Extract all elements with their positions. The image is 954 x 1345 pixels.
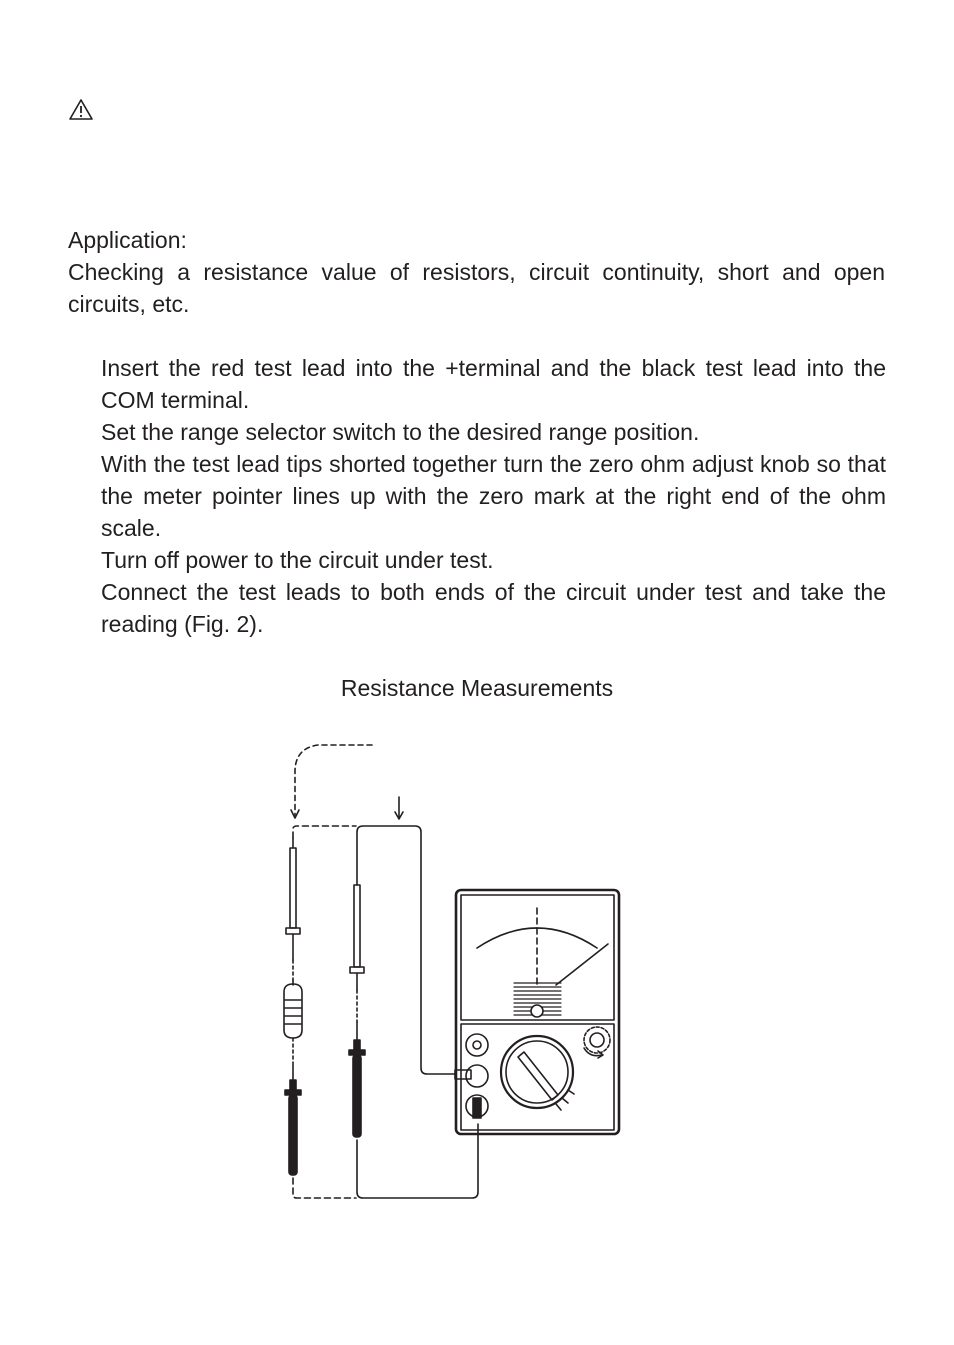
step-5: Connect the test leads to both ends of the circuit under test and take the reading (Fig. 2). bbox=[101, 579, 886, 637]
resistance-measurement-figure bbox=[280, 735, 630, 1210]
step-4: Turn off power to the circuit under test. bbox=[101, 547, 494, 573]
step-1: Insert the red test lead into the +terminal and the black test lead into the COM terminal. bbox=[101, 355, 886, 413]
procedure-steps bbox=[101, 352, 886, 640]
figure-caption: Resistance Measurements bbox=[340, 675, 614, 701]
test-lead-probe-icon bbox=[285, 1062, 301, 1175]
test-lead-probe-icon bbox=[349, 1022, 365, 1137]
analog-multimeter-icon bbox=[455, 890, 619, 1134]
zero-ohm-adjust-knob-icon bbox=[584, 1027, 610, 1058]
down-arrow-icon bbox=[395, 797, 403, 819]
step-3: With the test lead tips shorted together turn the zero ohm adjust knob so that the meter pointer lines up with the zero mark at the right end of the ohm scale. bbox=[101, 451, 886, 541]
range-selector-dial-icon bbox=[501, 1036, 574, 1110]
test-lead-probe-icon bbox=[350, 885, 364, 1022]
test-lead-probe-icon bbox=[286, 838, 300, 980]
dashed-arrow-icon bbox=[291, 745, 372, 818]
warning-triangle-icon bbox=[68, 98, 94, 122]
step-2: Set the range selector switch to the desired range position. bbox=[101, 419, 700, 445]
resistor-icon bbox=[284, 980, 302, 1062]
application-description: Checking a resistance value of resistors, circuit continuity, short and open circuits, etc. bbox=[68, 259, 885, 317]
application-heading: Application: bbox=[68, 227, 187, 253]
